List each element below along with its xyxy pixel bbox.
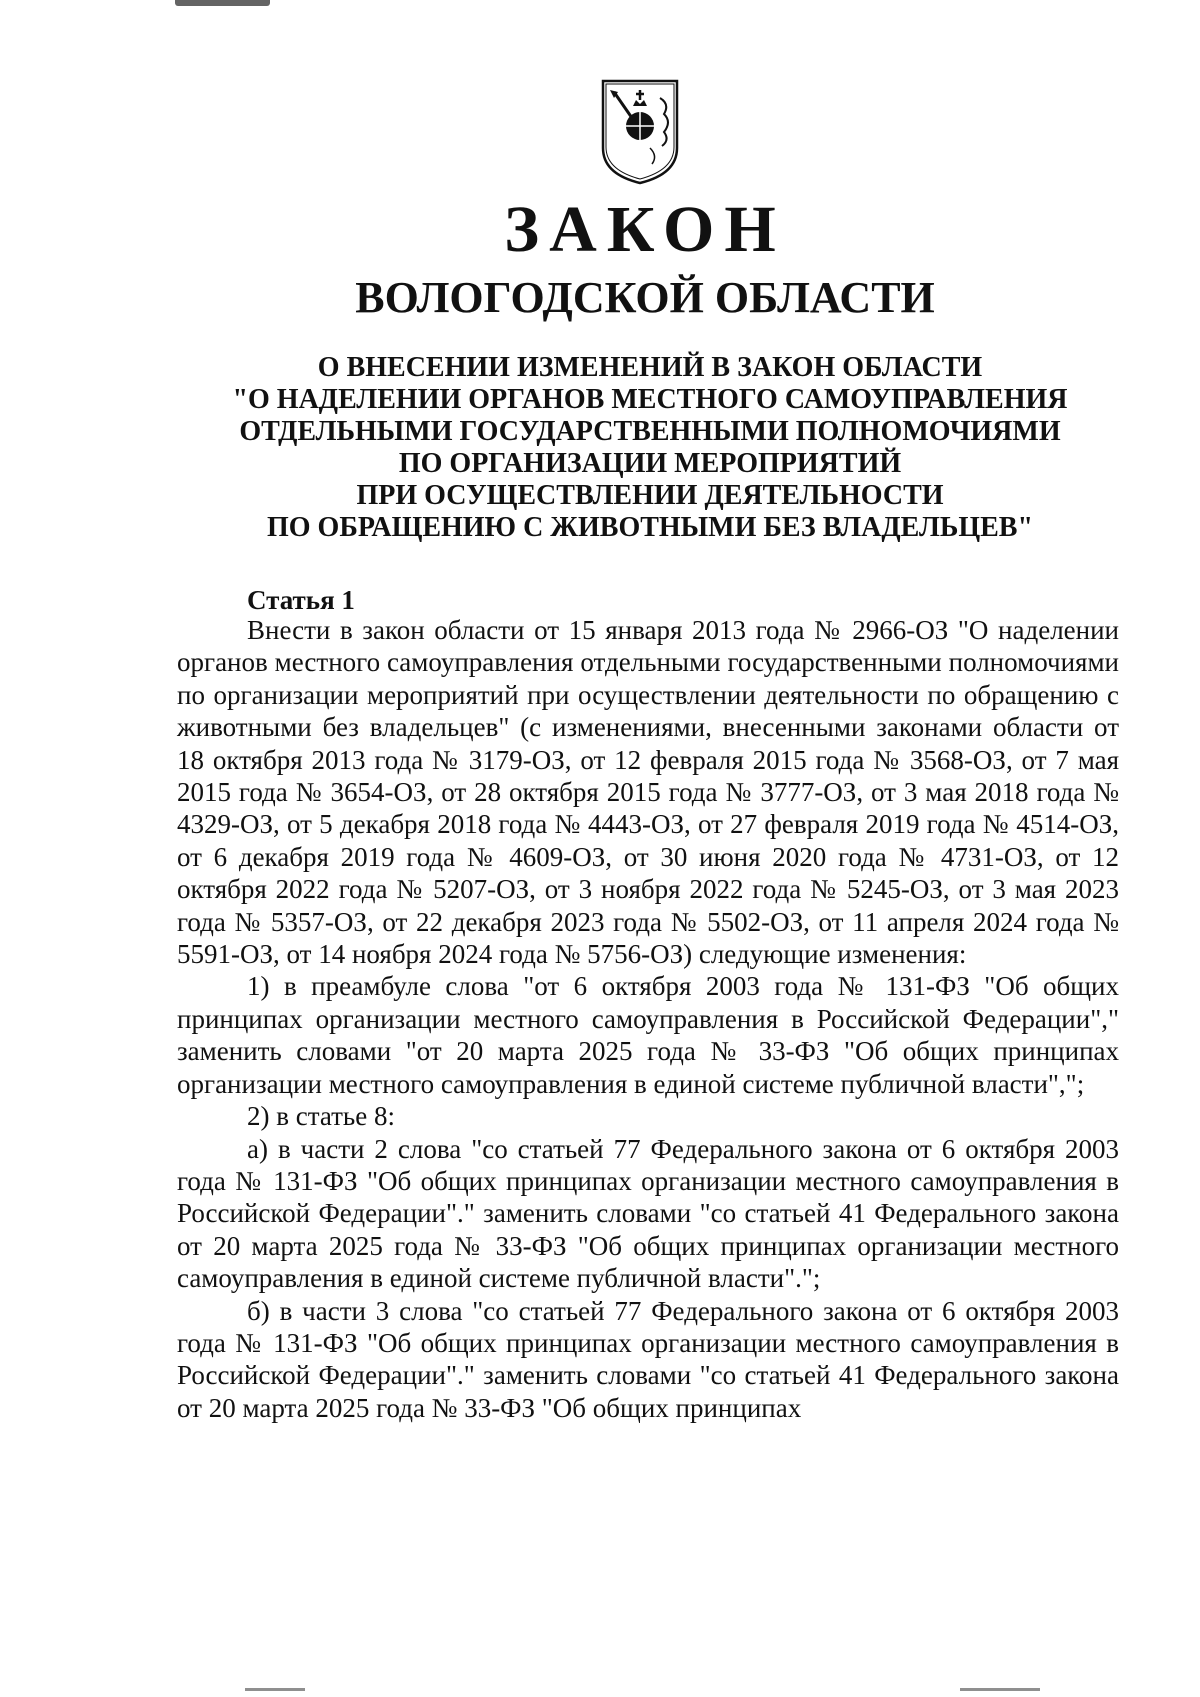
scan-mark xyxy=(245,1688,305,1691)
scan-mark xyxy=(960,1688,1040,1691)
subject-line: ПРИ ОСУЩЕСТВЛЕНИИ ДЕЯТЕЛЬНОСТИ xyxy=(356,480,944,511)
subject-line: ПО ОБРАЩЕНИЮ С ЖИВОТНЫМИ БЕЗ ВЛАДЕЛЬЦЕВ" xyxy=(266,512,1034,543)
subject-line: ПО ОРГАНИЗАЦИИ МЕРОПРИЯТИЙ xyxy=(398,448,902,479)
subject-line: О ВНЕСЕНИИ ИЗМЕНЕНИЙ В ЗАКОН ОБЛАСТИ xyxy=(317,352,983,383)
law-subject xyxy=(180,352,1120,544)
subject-line: ОТДЕЛЬНЫМИ ГОСУДАРСТВЕННЫМИ ПОЛНОМОЧИЯМИ xyxy=(239,416,1061,447)
article-paragraph: 1) в преамбуле слова "от 6 октября 2003 года № 131-ФЗ "Об общих принципах организации местного самоуправления в Российской Федерации"," заменить словами "от 20 марта 2025 года № 33-ФЗ "Об общих принципах организации местного самоуправления в единой системе публичной власти","; xyxy=(177,971,1119,1099)
article-paragraph: 2) в статье 8: xyxy=(247,1101,395,1132)
law-title: ЗАКОН xyxy=(504,193,786,266)
region-title: ВОЛОГОДСКОЙ ОБЛАСТИ xyxy=(355,273,935,322)
scan-mark xyxy=(175,0,270,6)
article-heading: Статья 1 xyxy=(247,585,355,615)
subject-line: "О НАДЕЛЕНИИ ОРГАНОВ МЕСТНОГО САМОУПРАВЛЕНИЯ xyxy=(232,384,1068,415)
article-paragraph: а) в части 2 слова "со статьей 77 Федерального закона от 6 октября 2003 года № 131-ФЗ "Об общих принципах организации местного самоуправления в Российской Федерации"." заменить словами "со статьей 41 Федерального закона от 20 марта 2025 года № 33-ФЗ "Об общих принципах организации местного самоуправления в единой системе публичной власти"."; xyxy=(177,1133,1119,1294)
article-body xyxy=(177,614,1119,1424)
coat-of-arms-icon xyxy=(600,78,680,186)
article-paragraph: Внести в закон области от 15 января 2013 года № 2966-ОЗ "О наделении органов местного самоуправления отдельными государственными полномочиями по организации мероприятий при осуществлении деятельности по обращению с животными без владельцев" (с изменениями, внесенными законами области от 18 октября 2013 года № 3179-ОЗ, от 12 февраля 2015 года № 3568-ОЗ, от 7 мая 2015 года № 3654-ОЗ, от 28 октября 2015 года № 3777-ОЗ, от 3 мая 2018 года № 4329-ОЗ, от 5 декабря 2018 года № 4443-ОЗ, от 27 февраля 2019 года № 4514-ОЗ, от 6 декабря 2019 года № 4609-ОЗ, от 30 июня 2020 года № 4731-ОЗ, от 12 октября 2022 года № 5207-ОЗ, от 3 ноября 2022 года № 5245-ОЗ, от 3 мая 2023 года № 5357-ОЗ, от 22 декабря 2023 года № 5502-ОЗ, от 11 апреля 2024 года № 5591-ОЗ, от 14 ноября 2024 года № 5756-ОЗ) следующие изменения: xyxy=(177,615,1119,970)
article-paragraph: б) в части 3 слова "со статьей 77 Федерального закона от 6 октября 2003 года № 131-ФЗ "Об общих принципах организации местного самоуправления в Российской Федерации"." заменить словами "со статьей 41 Федерального закона от 20 марта 2025 года № 33-ФЗ "Об общих принципах xyxy=(177,1295,1119,1423)
